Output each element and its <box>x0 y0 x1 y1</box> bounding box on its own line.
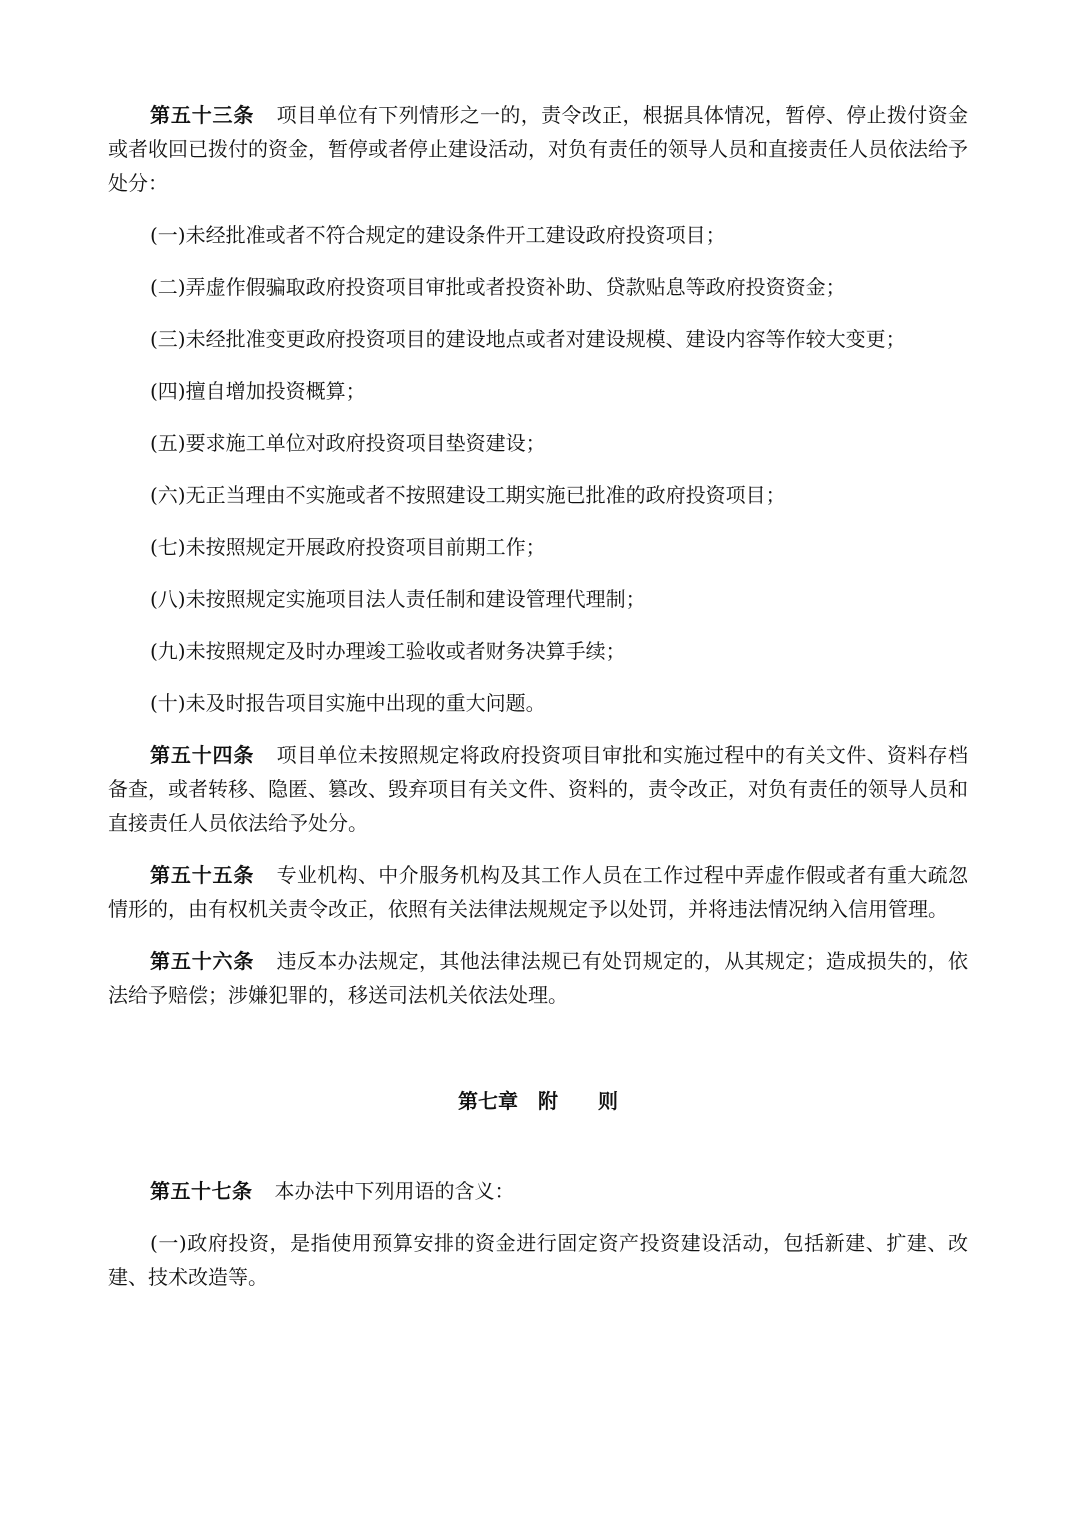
article-53-item-2: (二)弄虚作假骗取政府投资项目审批或者投资补助、贷款贴息等政府投资资金； <box>150 275 846 299</box>
article-53 <box>108 98 968 200</box>
article-54-text: 项目单位未按照规定将政府投资项目审批和实施过程中的有关文件、资料存档备查，或者转移、隐匿、篡改、毁弃项目有关文件、资料的，责令改正，对负有责任的领导人员和直接责任人员依法给予处分。 <box>108 743 969 835</box>
article-56-text: 违反本办法规定，其他法律法规已有处罚规定的，从其规定；造成损失的，依法给予赔偿；涉嫌犯罪的，移送司法机关依法处理。 <box>108 949 969 1007</box>
article-57-heading: 第五十七条 <box>150 1179 253 1203</box>
chapter-7-number: 第七章 <box>458 1089 518 1113</box>
document-body <box>108 98 968 1294</box>
article-55 <box>108 858 968 926</box>
article-54-heading: 第五十四条 <box>150 743 255 767</box>
article-53-item-6: (六)无正当理由不实施或者不按照建设工期实施已批准的政府投资项目； <box>150 483 786 507</box>
article-53-item-10: (十)未及时报告项目实施中出现的重大问题。 <box>150 691 546 715</box>
article-55-heading: 第五十五条 <box>150 863 255 887</box>
article-55-text: 专业机构、中介服务机构及其工作人员在工作过程中弄虚作假或者有重大疏忽情形的，由有权机关责令改正，依照有关法律法规规定予以处罚，并将违法情况纳入信用管理。 <box>108 863 969 921</box>
chapter-7-title-part1: 附 <box>538 1089 558 1113</box>
article-53-text: 项目单位有下列情形之一的，责令改正，根据具体情况，暂停、停止拨付资金或者收回已拨付的资金，暂停或者停止建设活动，对负有责任的领导人员和直接责任人员依法给予处分： <box>108 103 969 195</box>
chapter-7-title-part2: 则 <box>598 1089 618 1113</box>
article-53-item-4: (四)擅自增加投资概算； <box>150 379 366 403</box>
article-53-heading: 第五十三条 <box>150 103 255 127</box>
article-57 <box>108 1174 968 1208</box>
article-56-heading: 第五十六条 <box>150 949 255 973</box>
article-57-item-1: (一)政府投资，是指使用预算安排的资金进行固定资产投资建设活动，包括新建、扩建、改建、技术改造等。 <box>108 1231 968 1289</box>
article-53-item-8: (八)未按照规定实施项目法人责任制和建设管理代理制； <box>150 587 646 611</box>
article-53-item-5: (五)要求施工单位对政府投资项目垫资建设； <box>150 431 546 455</box>
article-54 <box>108 738 968 840</box>
chapter-7-heading <box>108 1084 968 1118</box>
article-53-item-7: (七)未按照规定开展政府投资项目前期工作； <box>150 535 546 559</box>
article-56 <box>108 944 968 1012</box>
article-53-item-1: (一)未经批准或者不符合规定的建设条件开工建设政府投资项目； <box>150 223 726 247</box>
article-57-text: 本办法中下列用语的含义： <box>274 1179 515 1203</box>
article-53-item-3: (三)未经批准变更政府投资项目的建设地点或者对建设规模、建设内容等作较大变更； <box>150 327 906 351</box>
article-53-item-9: (九)未按照规定及时办理竣工验收或者财务决算手续； <box>150 639 626 663</box>
